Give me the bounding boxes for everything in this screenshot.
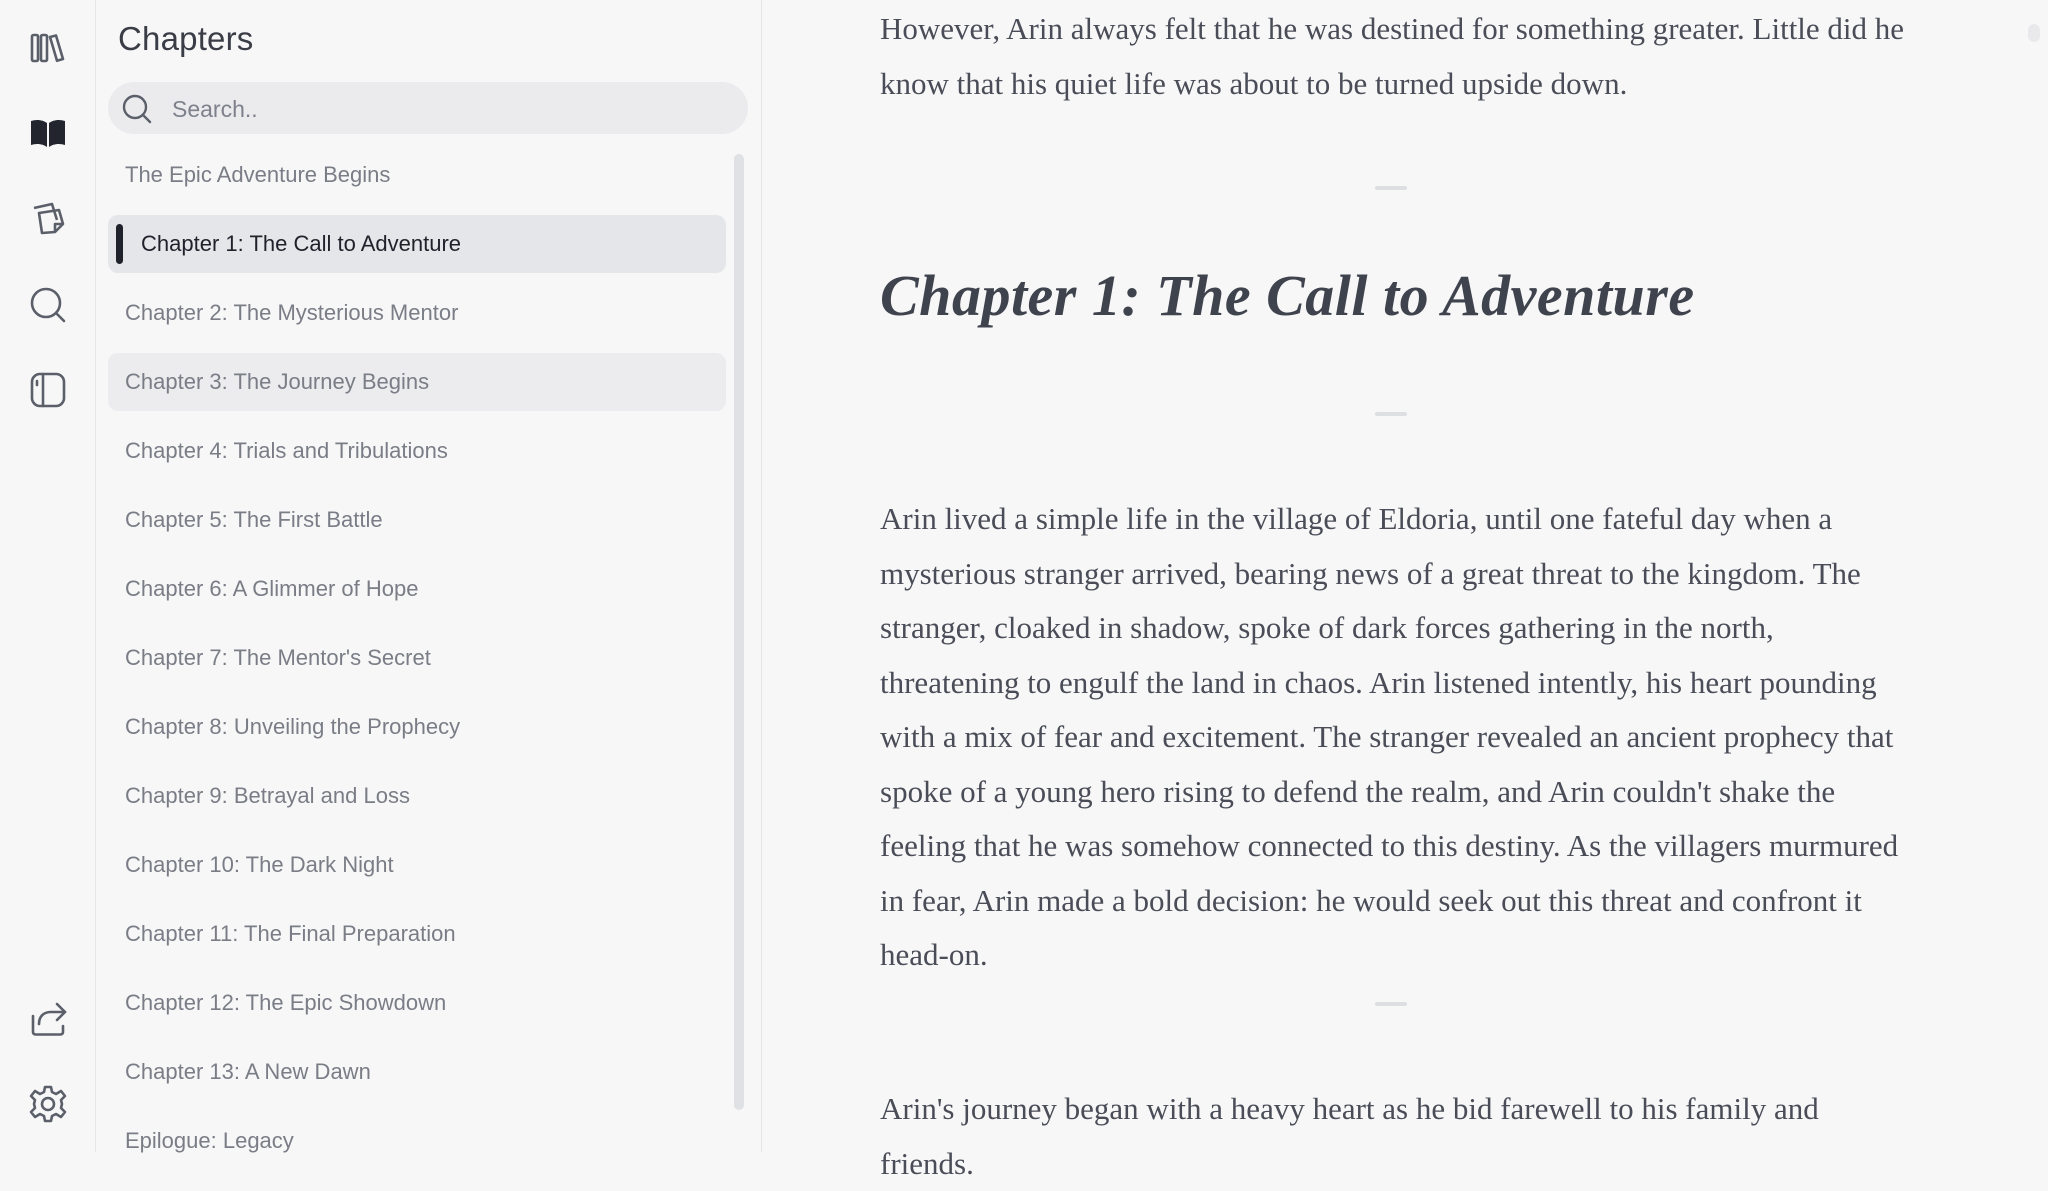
chapter-label: Chapter 7: The Mentor's Secret <box>125 645 431 670</box>
chapter-paragraph: Arin's journey began with a heavy heart as he bid farewell to his family and friends. <box>880 1091 1819 1181</box>
chapter-label: Chapter 11: The Final Preparation <box>125 921 456 946</box>
settings-icon <box>27 1083 69 1125</box>
chapter-item[interactable] <box>108 560 726 618</box>
chapters-sidebar <box>96 0 762 1152</box>
chapter-label: Chapter 12: The Epic Showdown <box>125 990 447 1015</box>
reader-scrollbar[interactable] <box>2028 24 2040 42</box>
chapter-label: Chapter 9: Betrayal and Loss <box>125 783 410 808</box>
notes-icon <box>27 198 69 240</box>
intro-paragraph: However, Arin always felt that he was destined for something greater. Little did he know that his quiet life was about to be turned upside down. <box>880 11 1905 101</box>
chapter-title: Chapter 1: The Call to Adventure <box>880 263 1695 328</box>
chapter-label: Chapter 8: Unveiling the Prophecy <box>125 714 461 739</box>
chapter-item[interactable] <box>108 698 726 756</box>
chapter-label: Epilogue: Legacy <box>125 1128 294 1153</box>
search-nav-button[interactable] <box>22 279 74 331</box>
share-icon <box>27 998 69 1040</box>
chapter-item-active[interactable] <box>108 215 726 273</box>
library-icon <box>27 27 69 69</box>
chapter-label: Chapter 5: The First Battle <box>125 507 383 532</box>
reader-button[interactable] <box>22 107 74 159</box>
sidebar-toggle-icon <box>27 369 69 411</box>
search-input[interactable] <box>170 82 734 136</box>
chapter-item[interactable] <box>108 629 726 687</box>
chapter-label: Chapter 13: A New Dawn <box>125 1059 371 1084</box>
section-divider <box>1375 186 1407 190</box>
chapter-label: Chapter 2: The Mysterious Mentor <box>125 300 459 325</box>
chapter-label: Chapter 10: The Dark Night <box>125 852 394 877</box>
chapter-item[interactable] <box>108 422 726 480</box>
chapter-item[interactable] <box>108 284 726 342</box>
chapter-item[interactable] <box>108 146 726 204</box>
chapter-item[interactable] <box>108 1043 726 1101</box>
notes-button[interactable] <box>22 193 74 245</box>
chapter-item[interactable] <box>108 974 726 1032</box>
settings-button[interactable] <box>22 1078 74 1130</box>
chapter-label: Chapter 4: Trials and Tribulations <box>125 438 448 463</box>
chapter-item[interactable] <box>108 836 726 894</box>
section-divider <box>1375 1002 1407 1006</box>
book-open-icon <box>27 112 69 154</box>
sidebar-scrollbar[interactable] <box>734 154 744 1110</box>
chapter-item[interactable] <box>108 1112 726 1170</box>
sidebar-title: Chapters <box>118 20 254 57</box>
chapter-label: Chapter 1: The Call to Adventure <box>141 231 462 256</box>
search-icon <box>120 92 154 126</box>
chapter-label: The Epic Adventure Begins <box>125 162 391 187</box>
chapter-label: Chapter 6: A Glimmer of Hope <box>125 576 419 601</box>
chapter-item[interactable] <box>108 491 726 549</box>
chapter-search[interactable] <box>108 82 748 134</box>
active-marker <box>116 224 123 264</box>
reading-pane <box>762 0 2048 1181</box>
chapter-paragraph: Arin lived a simple life in the village of Eldoria, until one fateful day when a mysterious stranger arrived, bearing news of a great threat to the kingdom. The stranger, cloaked in shadow, spoke of dark forces gathering in the north, threatening to engulf the land in chaos. Arin listened intently, his heart pounding with a mix of fear and excitement. The stranger revealed an ancient prophecy that spoke of a young hero rising to defend the realm, and Arin couldn't shake the feeling that he was somehow connected to this destiny. As the villagers murmured in fear, Arin made a bold decision: he would seek out this threat and confront it head-on. <box>880 501 1899 972</box>
chapter-item[interactable] <box>108 767 726 825</box>
chapter-label: Chapter 3: The Journey Begins <box>125 369 430 394</box>
chapter-item[interactable] <box>108 905 726 963</box>
search-icon <box>27 284 69 326</box>
chapter-list <box>108 146 726 1153</box>
section-divider <box>1375 412 1407 416</box>
chapter-item[interactable] <box>108 353 726 411</box>
library-button[interactable] <box>22 22 74 74</box>
icon-rail <box>0 0 96 1152</box>
toggle-sidebar-button[interactable] <box>22 364 74 416</box>
share-button[interactable] <box>22 993 74 1045</box>
